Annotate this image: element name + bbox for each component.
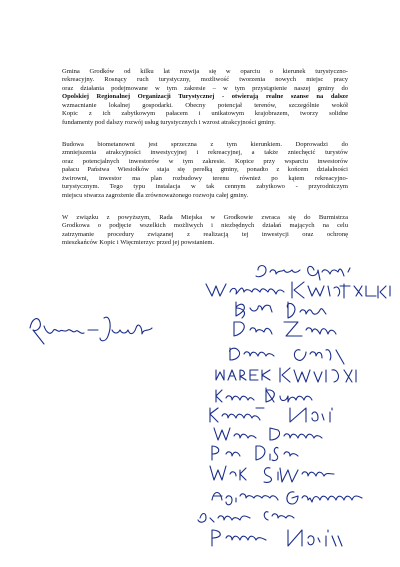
- signature-pawel-nowik: [212, 530, 342, 546]
- signature-wieslawa-domian: [214, 428, 322, 440]
- text-line: Budowa biometanowni jest sprzeczna z tym kierunkiem. Doprowadzi do: [62, 141, 348, 148]
- signature-marek-szewczyk: [210, 466, 334, 482]
- text-line: żwirowni, inwestor ma plan rozbudowy terenu również po kątem rekreacyjno-: [62, 174, 348, 182]
- signature-karolina-rudnicka: [216, 388, 312, 402]
- text-line: pałacu Państwa Wiesiołków staja się perełką gminy, ponadto z końcem działalności: [62, 166, 348, 174]
- signature-krzysztof-nowik: [210, 408, 332, 422]
- text-line: W związku z powyższym, Rada Miejska w Grodkowie zwraca się do Burmistrza: [62, 214, 348, 221]
- text-line: turystycznym. Tego typu instalacja w tak cennym zabytkowo - przyrodniczym: [62, 183, 348, 191]
- text-line: rekreacyjny. Rosnący ruch turystyczny, możliwość tworzenia nowych miejsc pracy: [62, 76, 348, 84]
- text-line: miejscu stwarza zagrożenie dla zrównoważonego rozwoju całej gminy.: [62, 191, 249, 199]
- text-line: Kopic z ich zabytkowym pałacem i unikatowym krajobrazem, tworzy solidne: [62, 110, 348, 118]
- text-line: Opolskiej Regionalnej Organizacji Turystycznej - otwierają realne szanse na dalsze: [62, 93, 348, 101]
- signature-pawel-dziedzic: [212, 446, 298, 461]
- text-line: zatrzymanie procedury związanej z realizacją tej inwestycji oraz ochronę: [62, 230, 348, 238]
- signature-damian: [256, 266, 350, 281]
- signature-ryszard-jasinski: [30, 317, 152, 344]
- signature-krzysztof-lecka: [198, 512, 294, 522]
- signature-bozena-parys: [236, 302, 326, 318]
- signature-dorota: [234, 322, 336, 336]
- text-line: oraz potencjalnych inwestorów w tym zakresie. Kopice przy wsparciu inwestorów: [62, 157, 348, 165]
- text-line: zmniejszenia atrakcyjności inwestycyjnej i rekreacyjnej, a także zniechęcić turystów: [62, 149, 348, 157]
- signature-marek-kwiatkowski: [216, 368, 356, 382]
- text-line: fundamenty pod dalszy rozwój usług turystycznych i wzrost atrakcyjności gminy.: [62, 118, 276, 126]
- signature-agnieszka-gajewska: [212, 492, 362, 505]
- text-line: Gmina Grodków od kilku lat rozwija się w oparciu o kierunek turystyczno-: [62, 68, 348, 75]
- signature-dominik: [230, 348, 344, 364]
- signature-waldemar-kwiatkowski: [206, 282, 390, 298]
- text-line: oraz działania podejmowane w tym zakresie – w tym przystąpienie naszej gminy do: [62, 84, 348, 92]
- text-line: mieszkańców Kopic i Więcmierzyc przed jej powstaniem.: [62, 239, 215, 247]
- text-line: wzmacnianie lokalnej gospodarki. Obecny potencjał terenów, szczególnie wokół: [62, 101, 348, 109]
- text-line: Grodkowa o podjęcie wszelkich możliwych i niezbędnych działań mających na celu: [62, 222, 348, 230]
